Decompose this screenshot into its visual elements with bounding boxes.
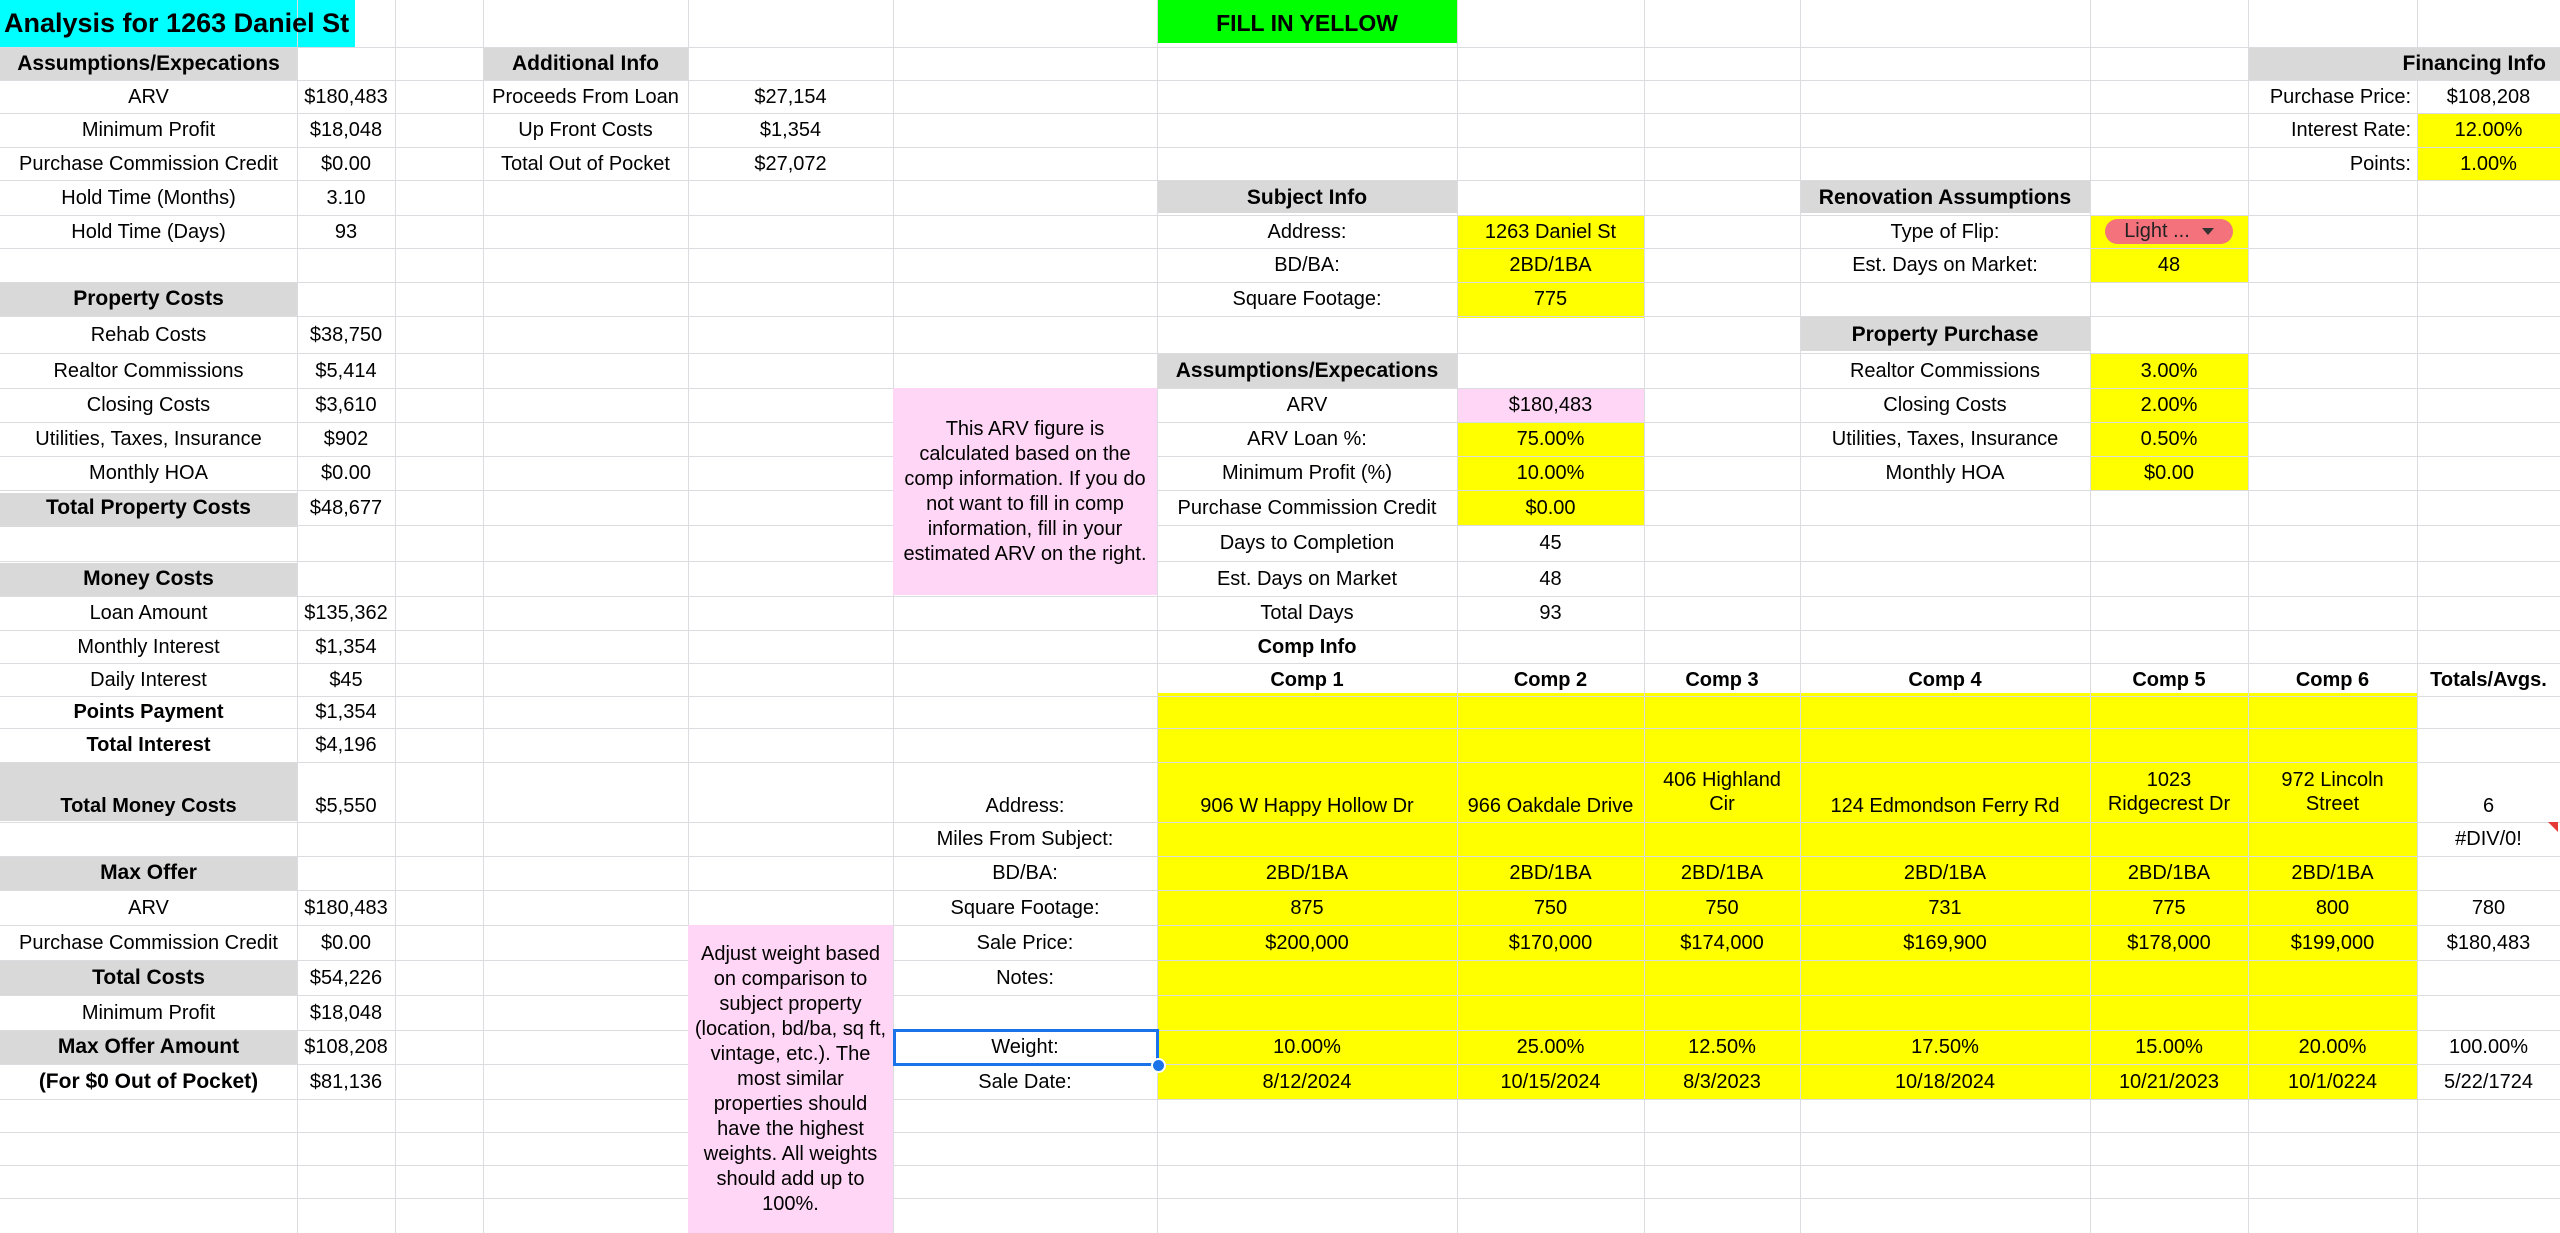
hold-days-value[interactable]: 93 xyxy=(334,220,358,243)
comp-1-weight[interactable]: 10.00% xyxy=(1273,1036,1341,1058)
min-profit-label: Minimum Profit xyxy=(81,119,216,141)
comp-3-weight[interactable]: 12.50% xyxy=(1688,1036,1756,1058)
comp-row-label-sqft: Square Footage: xyxy=(950,896,1100,919)
hold-months-value[interactable]: 3.10 xyxy=(326,186,366,209)
comp-2-header: Comp 2 xyxy=(1513,668,1588,691)
points-payment-label: Points Payment xyxy=(73,701,224,723)
pp-realtor-value[interactable]: 3.00% xyxy=(2140,359,2198,382)
mid-min-profit-label: Minimum Profit (%) xyxy=(1221,462,1392,484)
monthly-interest-value[interactable]: $1,354 xyxy=(315,635,377,658)
type-of-flip-dropdown[interactable] xyxy=(2105,219,2233,244)
monthly-interest-label: Monthly Interest xyxy=(77,635,220,658)
total-days-label: Total Days xyxy=(1260,602,1354,624)
comp-4-header: Comp 4 xyxy=(1908,668,1982,691)
type-of-flip-label: Type of Flip: xyxy=(1890,220,2000,243)
comp-3-address[interactable]: 406 Highland Cir xyxy=(1663,769,1781,815)
comp-1-bdba[interactable]: 2BD/1BA xyxy=(1265,862,1349,884)
mo-arv-value[interactable]: $180,483 xyxy=(304,896,388,919)
uti-label: Utilities, Taxes, Insurance xyxy=(35,428,262,450)
hold-months-label: Hold Time (Months) xyxy=(61,186,236,209)
comp-3-date[interactable]: 8/3/2023 xyxy=(1683,1070,1761,1093)
points-label: Points: xyxy=(2349,152,2411,175)
daily-interest-label: Daily Interest xyxy=(90,668,207,691)
totals-date[interactable]: 5/22/1724 xyxy=(2444,1070,2533,1093)
comp-2-sqft[interactable]: 750 xyxy=(1533,896,1568,919)
comp-1-header: Comp 1 xyxy=(1270,668,1344,691)
subject-bdba-label: BD/BA: xyxy=(1274,254,1340,276)
totals-address-count[interactable]: 6 xyxy=(2482,795,2495,817)
pp-uti-label: Utilities, Taxes, Insurance xyxy=(1831,428,2059,450)
comp-1-price[interactable]: $200,000 xyxy=(1265,931,1349,954)
pp-hoa-label: Monthly HOA xyxy=(1885,462,2005,484)
mo-min-profit-label: Minimum Profit xyxy=(81,1001,216,1024)
property-purchase-header: Property Purchase xyxy=(1851,322,2039,346)
assumptions-header: Assumptions/Expecations xyxy=(17,51,280,75)
pp-realtor-label: Realtor Commissions xyxy=(1849,359,2041,382)
comp-6-sqft[interactable]: 800 xyxy=(2315,896,2350,919)
days-completion-value[interactable]: 45 xyxy=(1539,532,1562,554)
comp-5-header: Comp 5 xyxy=(2132,668,2206,691)
closing-value[interactable]: $3,610 xyxy=(315,394,377,416)
subject-bdba-value[interactable]: 2BD/1BA xyxy=(1509,254,1592,276)
totals-header: Totals/Avgs. xyxy=(2430,668,2547,691)
comp-5-sqft[interactable]: 775 xyxy=(2152,896,2186,919)
hoa-value[interactable]: $0.00 xyxy=(320,462,372,484)
comp-6-header: Comp 6 xyxy=(2295,668,2370,691)
comp-row-label-price: Sale Price: xyxy=(976,931,1074,954)
total-interest-value[interactable]: $4,196 xyxy=(315,734,377,756)
fill-handle[interactable] xyxy=(1151,1058,1166,1073)
total-property-costs-value[interactable]: $48,677 xyxy=(309,496,383,519)
comp-5-address[interactable]: 1023 Ridgecrest Dr xyxy=(2107,769,2231,815)
subject-address-label: Address: xyxy=(1267,220,1347,243)
arv-label: ARV xyxy=(128,85,169,108)
comp-4-date[interactable]: 10/18/2024 xyxy=(1894,1070,1996,1093)
weight-note: Adjust weight based on comparison to subject property (location, bd/ba, sq ft, vintage, etc.). The most similar properties should have the highest weights. All weights should add up to 100%. xyxy=(688,925,893,1233)
comp-2-weight[interactable]: 25.00% xyxy=(1516,1036,1585,1058)
total-interest-label: Total Interest xyxy=(86,734,211,756)
totals-weight[interactable]: 100.00% xyxy=(2449,1036,2528,1058)
mid-pcc-label: Purchase Commission Credit xyxy=(1177,496,1437,519)
comp-3-bdba[interactable]: 2BD/1BA xyxy=(1680,862,1764,884)
additional-info-header: Additional Info xyxy=(512,51,659,75)
comp-row-label-miles: Miles From Subject: xyxy=(936,828,1114,850)
reno-est-days-value[interactable]: 48 xyxy=(2157,254,2181,276)
pp-uti-value[interactable]: 0.50% xyxy=(2140,428,2198,450)
arv-note: This ARV figure is calculated based on the comp information. If you do not want to fill in comp information, fill in your estimated ARV on the right. xyxy=(893,388,1157,595)
comp-row-label-notes: Notes: xyxy=(996,966,1054,989)
comp-5-bdba[interactable]: 2BD/1BA xyxy=(2127,862,2211,884)
cell-selection-box xyxy=(893,1029,1159,1066)
type-of-flip-value: Light ... xyxy=(2124,220,2190,242)
loan-label: Loan Amount xyxy=(89,602,208,624)
comp-4-bdba[interactable]: 2BD/1BA xyxy=(1903,862,1987,884)
total-costs-label: Total Costs xyxy=(92,965,205,989)
renovation-header: Renovation Assumptions xyxy=(1818,185,2072,209)
mid-assumptions-header: Assumptions/Expecations xyxy=(1175,358,1439,382)
mid-min-profit-value[interactable]: 10.00% xyxy=(1516,462,1585,484)
arv-loan-value[interactable]: 75.00% xyxy=(1516,428,1585,450)
reno-est-days-label: Est. Days on Market: xyxy=(1852,254,2038,276)
comp-row-label-address: Address: xyxy=(985,795,1065,817)
mo-min-profit-value[interactable]: $18,048 xyxy=(309,1001,383,1024)
pp-hoa-value[interactable]: $0.00 xyxy=(2143,462,2195,484)
subject-sqft-label: Square Footage: xyxy=(1232,288,1382,310)
hoa-label: Monthly HOA xyxy=(89,462,208,484)
pp-closing-value[interactable]: 2.00% xyxy=(2140,394,2198,416)
comp-4-address[interactable]: 124 Edmondson Ferry Rd xyxy=(1830,795,2060,817)
subject-address-value[interactable]: 1263 Daniel St xyxy=(1484,220,1617,243)
comp-info-header: Comp Info xyxy=(1257,635,1357,658)
comp-5-price[interactable]: $178,000 xyxy=(2127,931,2211,954)
uti-value[interactable]: $902 xyxy=(323,428,369,450)
comp-row-label-weight[interactable]: Weight: xyxy=(991,1036,1059,1058)
max-offer-amount-label: Max Offer Amount xyxy=(57,1035,240,1059)
pcc-label: Purchase Commission Credit xyxy=(19,152,278,175)
mid-est-days-value[interactable]: 48 xyxy=(1539,567,1562,590)
zero-oop-value[interactable]: $81,136 xyxy=(309,1070,383,1093)
comp-1-address[interactable]: 906 W Happy Hollow Dr xyxy=(1200,795,1414,817)
realtor-label: Realtor Commissions xyxy=(53,359,244,382)
mo-pcc-value[interactable]: $0.00 xyxy=(320,931,372,954)
mid-pcc-value[interactable]: $0.00 xyxy=(1525,496,1576,519)
comp-4-price[interactable]: $169,900 xyxy=(1903,931,1987,954)
mo-arv-label: ARV xyxy=(128,896,169,919)
comp-3-header: Comp 3 xyxy=(1685,668,1759,691)
purchase-price-label: Purchase Price: xyxy=(2269,85,2411,108)
total-property-costs-label: Total Property Costs xyxy=(46,495,251,519)
total-money-costs-value[interactable]: $5,550 xyxy=(315,795,377,817)
mid-est-days-label: Est. Days on Market xyxy=(1216,567,1398,590)
arv-loan-label: ARV Loan %: xyxy=(1247,428,1367,450)
rehab-value[interactable]: $38,750 xyxy=(309,323,383,346)
arv-value[interactable]: $180,483 xyxy=(304,85,388,108)
proceeds-label: Proceeds From Loan xyxy=(492,85,679,108)
rehab-label: Rehab Costs xyxy=(90,323,207,346)
oop-label: Total Out of Pocket xyxy=(501,152,670,175)
upfront-value[interactable]: $1,354 xyxy=(759,119,822,141)
comp-1-date[interactable]: 8/12/2024 xyxy=(1262,1070,1352,1093)
pp-closing-label: Closing Costs xyxy=(1883,394,2007,416)
hold-days-label: Hold Time (Days) xyxy=(71,220,226,243)
realtor-value[interactable]: $5,414 xyxy=(315,359,377,382)
points-value[interactable]: 1.00% xyxy=(2460,152,2517,175)
comp-6-date[interactable]: 10/1/0224 xyxy=(2288,1070,2377,1093)
proceeds-value[interactable]: $27,154 xyxy=(754,85,827,108)
mid-arv-value[interactable]: $180,483 xyxy=(1508,394,1593,416)
totals-miles[interactable]: #DIV/0! xyxy=(2455,828,2522,850)
comp-2-date[interactable]: 10/15/2024 xyxy=(1500,1070,1601,1093)
comp-6-bdba[interactable]: 2BD/1BA xyxy=(2291,862,2374,884)
oop-value[interactable]: $27,072 xyxy=(754,152,827,175)
days-completion-label: Days to Completion xyxy=(1219,532,1395,554)
comp-5-weight[interactable]: 15.00% xyxy=(2135,1036,2203,1058)
points-payment-value[interactable]: $1,354 xyxy=(315,701,377,723)
sheet-title[interactable]: Analysis for 1263 Daniel St xyxy=(4,8,350,39)
interest-rate-label: Interest Rate: xyxy=(2290,119,2411,141)
comp-2-price[interactable]: $170,000 xyxy=(1508,931,1593,954)
subject-sqft-value[interactable]: 775 xyxy=(1533,288,1568,310)
mid-arv-label: ARV xyxy=(1286,394,1328,416)
comp-row-label-bdba: BD/BA: xyxy=(992,862,1058,884)
comp-6-address[interactable]: 972 Lincoln Street xyxy=(2281,769,2384,815)
comp-4-sqft[interactable]: 731 xyxy=(1928,896,1962,919)
totals-price[interactable]: $180,483 xyxy=(2446,931,2531,954)
comp-6-price[interactable]: $199,000 xyxy=(2290,931,2375,954)
closing-label: Closing Costs xyxy=(86,394,211,416)
comp-2-bdba[interactable]: 2BD/1BA xyxy=(1509,862,1592,884)
total-money-costs-label: Total Money Costs xyxy=(60,795,237,817)
financing-header: Financing Info xyxy=(2402,51,2546,75)
min-profit-value[interactable]: $18,048 xyxy=(309,119,383,141)
comp-3-sqft[interactable]: 750 xyxy=(1705,896,1739,919)
error-indicator-icon xyxy=(2548,822,2558,832)
upfront-label: Up Front Costs xyxy=(518,119,653,141)
money-costs-header: Money Costs xyxy=(83,566,214,590)
comp-2-address[interactable]: 966 Oakdale Drive xyxy=(1467,795,1634,817)
pcc-value[interactable]: $0.00 xyxy=(320,152,372,175)
mo-pcc-label: Purchase Commission Credit xyxy=(19,931,278,954)
comp-5-date[interactable]: 10/21/2023 xyxy=(2118,1070,2220,1093)
fill-in-yellow-label: FILL IN YELLOW xyxy=(1216,9,1398,36)
totals-sqft[interactable]: 780 xyxy=(2471,896,2506,919)
chevron-down-icon xyxy=(2202,228,2214,235)
comp-row-label-date: Sale Date: xyxy=(978,1070,1072,1093)
total-costs-value[interactable]: $54,226 xyxy=(309,966,383,989)
comp-6-weight[interactable]: 20.00% xyxy=(2298,1036,2367,1058)
daily-interest-value[interactable]: $45 xyxy=(329,668,363,691)
interest-rate-value[interactable]: 12.00% xyxy=(2454,119,2523,141)
comp-3-price[interactable]: $174,000 xyxy=(1680,931,1764,954)
total-days-value[interactable]: 93 xyxy=(1539,602,1562,624)
loan-value[interactable]: $135,362 xyxy=(304,602,388,624)
comp-1-sqft[interactable]: 875 xyxy=(1290,896,1324,919)
purchase-price-value[interactable]: $108,208 xyxy=(2446,85,2531,108)
subject-info-header: Subject Info xyxy=(1246,185,1368,209)
zero-oop-label: (For $0 Out of Pocket) xyxy=(38,1069,259,1093)
max-offer-amount-value[interactable]: $108,208 xyxy=(304,1036,388,1058)
max-offer-header: Max Offer xyxy=(100,861,197,885)
comp-4-weight[interactable]: 17.50% xyxy=(1911,1036,1979,1058)
property-costs-header: Property Costs xyxy=(73,287,224,311)
